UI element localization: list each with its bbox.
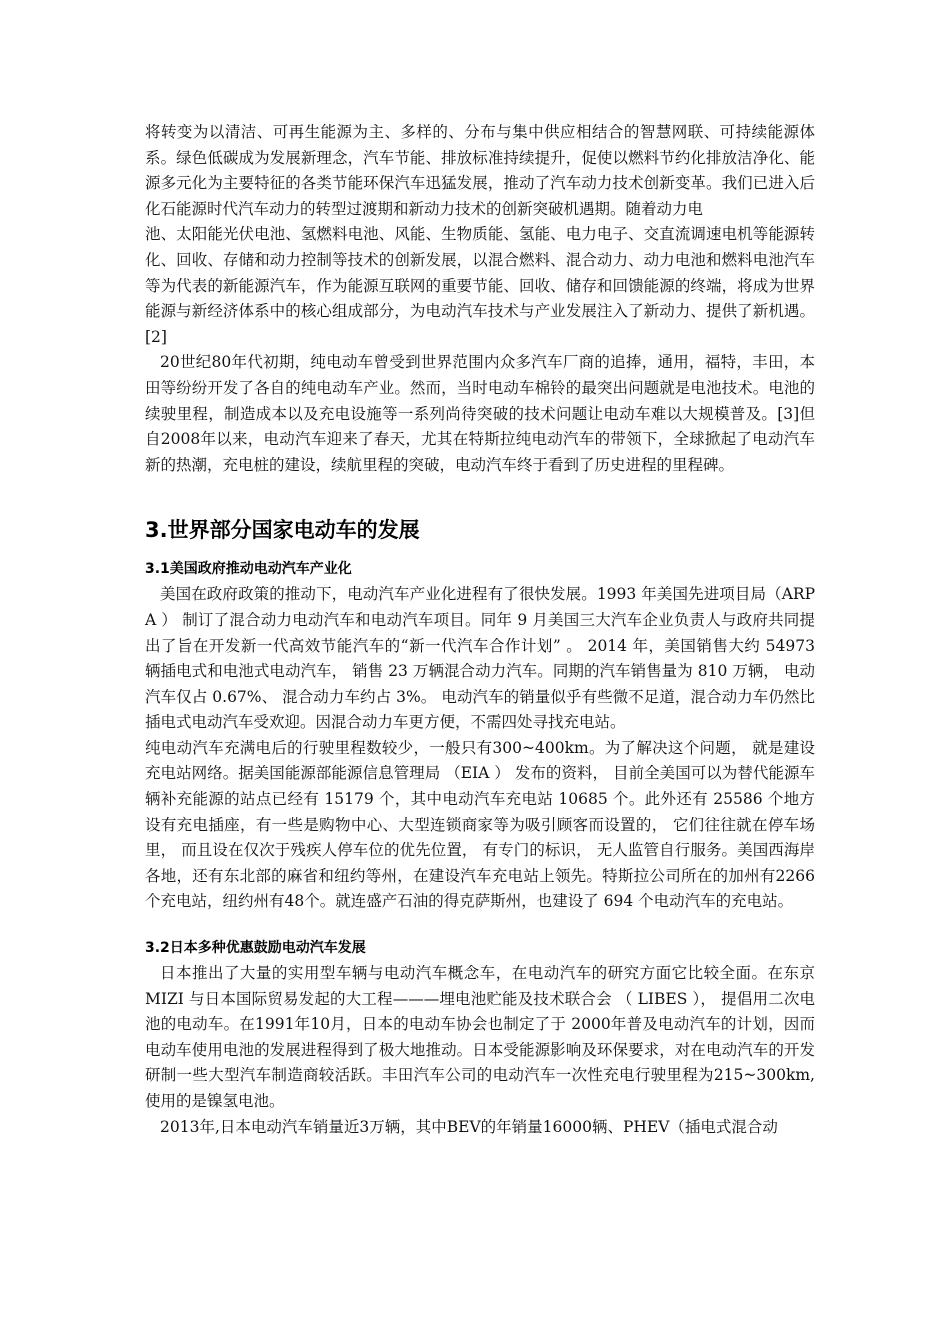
- section-heading: 3.世界部分国家电动车的发展: [145, 518, 420, 543]
- body-paragraph: 美国在政府政策的推动下，电动汽车产业化进程有了很快发展。1993 年美国先进项目局（ARPA ） 制订了混合动力电动汽车和电动汽车项目。同年 9 月美国三大汽车企业负责人与政府共同提出了旨在开发新一代高效节能汽车的“新一代汽车合作计划” 。 2014 年，美国销售大约 54973 辆插电式和电池式电动汽车， 销售 23 万辆混合动力汽车。同期的汽车销售量为 810 万辆， 电动汽车仅占 0.67%、 混合动力车约占 3%。 电动汽车的销量似乎有些微不足道，混合动力车仍然比插电式电动汽车受欢迎。因混合动力车更方便，不需四处寻找充电站。: [145, 585, 815, 732]
- body-paragraph: 纯电动汽车充满电后的行驶里程数较少，一般只有300~400km。为了解决这个问题， 就是建设充电站网络。据美国能源部能源信息管理局 （EIA ） 发布的资料， 目前全美国可以为替代能源车辆补充能源的站点已经有 15179 个，其中电动汽车充电站 10685 个。此外还有 25586 个地方设有充电插座，有一些是购物中心、大型连锁商家等为吸引顾客而设置的， 它们往往就在停车场里， 而且设在仅次于残疾人停车位的优先位置， 有专门的标识， 无人监管自行服务。美国西海岸各地，还有东北部的麻省和纽约等州，在建设汽车充电站上领先。特斯拉公司所在的加州有2266个充电站，纽约州有48个。就连盛产石油的得克萨斯州，也建设了 694 个电动汽车的充电站。: [145, 738, 815, 911]
- subsection-heading: 3.1美国政府推动电动汽车产业化: [145, 561, 352, 578]
- body-paragraph: 日本推出了大量的实用型车辆与电动汽车概念车，在电动汽车的研究方面它比较全面。在东京 MIZI 与日本国际贸易发起的大工程———埋电池贮能及技术联合会 （ LIBES ）， 提倡用二次电池的电动车。在1991年10月，日本的电动车协会也制定了于 2000年普及电动汽车的计划，因而电动车使用电池的发展进程得到了极大地推动。日本受能源影响及环保要求，对在电动汽车的开发研制一些大型汽车制造商较活跃。丰田汽车公司的电动汽车一次性充电行驶里程为215~300km,使用的是镍氢电池。: [145, 964, 815, 1110]
- document-page: [145, 120, 815, 1140]
- body-paragraph: 将转变为以清洁、可再生能源为主、多样的、分布与集中供应相结合的智慧网联、可持续能源体系。绿色低碳成为发展新理念，汽车节能、排放标准持续提升，促使以燃料节约化排放洁净化、能源多元化为主要特征的各类节能环保汽车迅猛发展，推动了汽车动力技术创新变革。我们已进入后化石能源时代汽车动力的转型过渡期和新动力技术的创新突破机遇期。随着动力电: [145, 123, 815, 218]
- subsection-heading: 3.2日本多种优惠鼓励电动汽车发展: [145, 940, 366, 957]
- body-paragraph: 20世纪80年代初期，纯电动车曾受到世界范围内众多汽车厂商的追捧，通用，福特，丰田，本田等纷纷开发了各自的纯电动车产业。然而，当时电动车棉铃的最突出问题就是电池技术。电池的续驶里程，制造成本以及充电设施等一系列尚待突破的技术问题让电动车难以大规模普及。[3]但自2008年以来，电动汽车迎来了春天，尤其在特斯拉纯电动汽车的带领下，全球掀起了电动汽车新的热潮，充电桩的建设，续航里程的突破，电动汽车终于看到了历史进程的里程碑。: [145, 353, 815, 474]
- body-paragraph: 池、太阳能光伏电池、氢燃料电池、风能、生物质能、氢能、电力电子、交直流调速电机等能源转化、回收、存储和动力控制等技术的创新发展，以混合燃料、混合动力、动力电池和燃料电池汽车等为代表的新能源汽车，作为能源互联网的重要节能、回收、储存和回馈能源的终端，将成为世界能源与新经济体系中的核心组成部分，为电动汽车技术与产业发展注入了新动力、提供了新机遇。[2]: [145, 225, 815, 346]
- body-paragraph: 2013年,日本电动汽车销量近3万辆，其中BEV的年销量16000辆、PHEV（插电式混合动: [160, 1117, 778, 1136]
